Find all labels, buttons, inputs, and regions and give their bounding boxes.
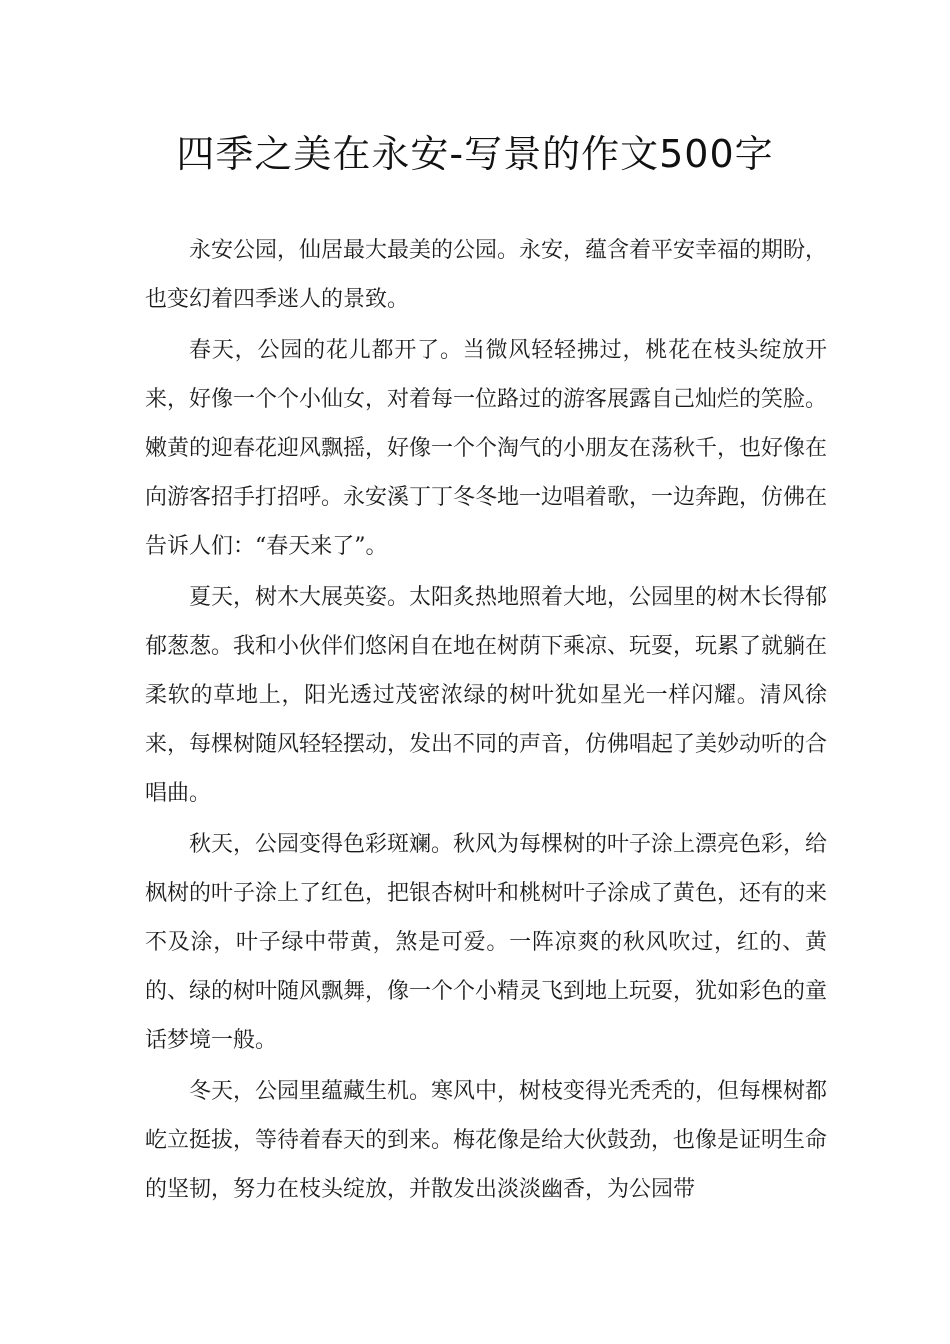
paragraph-winter: 冬天，公园里蕴藏生机。寒风中，树枝变得光秃秃的，但每棵树都屹立挺拔，等待着春天的到来。梅花像是给大伙鼓劲，也像是证明生命的坚韧，努力在枝头绽放，并散发出淡淡幽香，为公园带	[145, 1079, 828, 1202]
paragraph-autumn: 秋天，公园变得色彩斑斓。秋风为每棵树的叶子涂上漂亮色彩，给枫树的叶子涂上了红色，把银杏树叶和桃树叶子涂成了黄色，还有的来不及涂，叶子绿中带黄，煞是可爱。一阵凉爽的秋风吹过，红的、黄的、绿的树叶随风飘舞，像一个个小精灵飞到地上玩耍，犹如彩色的童话梦境一般。	[145, 832, 828, 1053]
document-body	[145, 226, 827, 1216]
document-title: 四季之美在永安-写景的作文500字	[176, 132, 774, 176]
paragraph-spring: 春天，公园的花儿都开了。当微风轻轻拂过，桃花在枝头绽放开来，好像一个个小仙女，对着每一位路过的游客展露自己灿烂的笑脸。嫩黄的迎春花迎风飘摇，好像一个个淘气的小朋友在荡秋千，也好像在向游客招手打招呼。永安溪丁丁冬冬地一边唱着歌，一边奔跑，仿佛在告诉人们：“春天来了”。	[145, 338, 828, 559]
paragraph-intro: 永安公园，仙居最大最美的公园。永安，蕴含着平安幸福的期盼，也变幻着四季迷人的景致。	[145, 238, 828, 312]
paragraph-summer: 夏天，树木大展英姿。太阳炙热地照着大地，公园里的树木长得郁郁葱葱。我和小伙伴们悠闲自在地在树荫下乘凉、玩耍，玩累了就躺在柔软的草地上，阳光透过茂密浓绿的树叶犹如星光一样闪耀。清风徐来，每棵树随风轻轻摆动，发出不同的声音，仿佛唱起了美妙动听的合唱曲。	[145, 585, 828, 806]
